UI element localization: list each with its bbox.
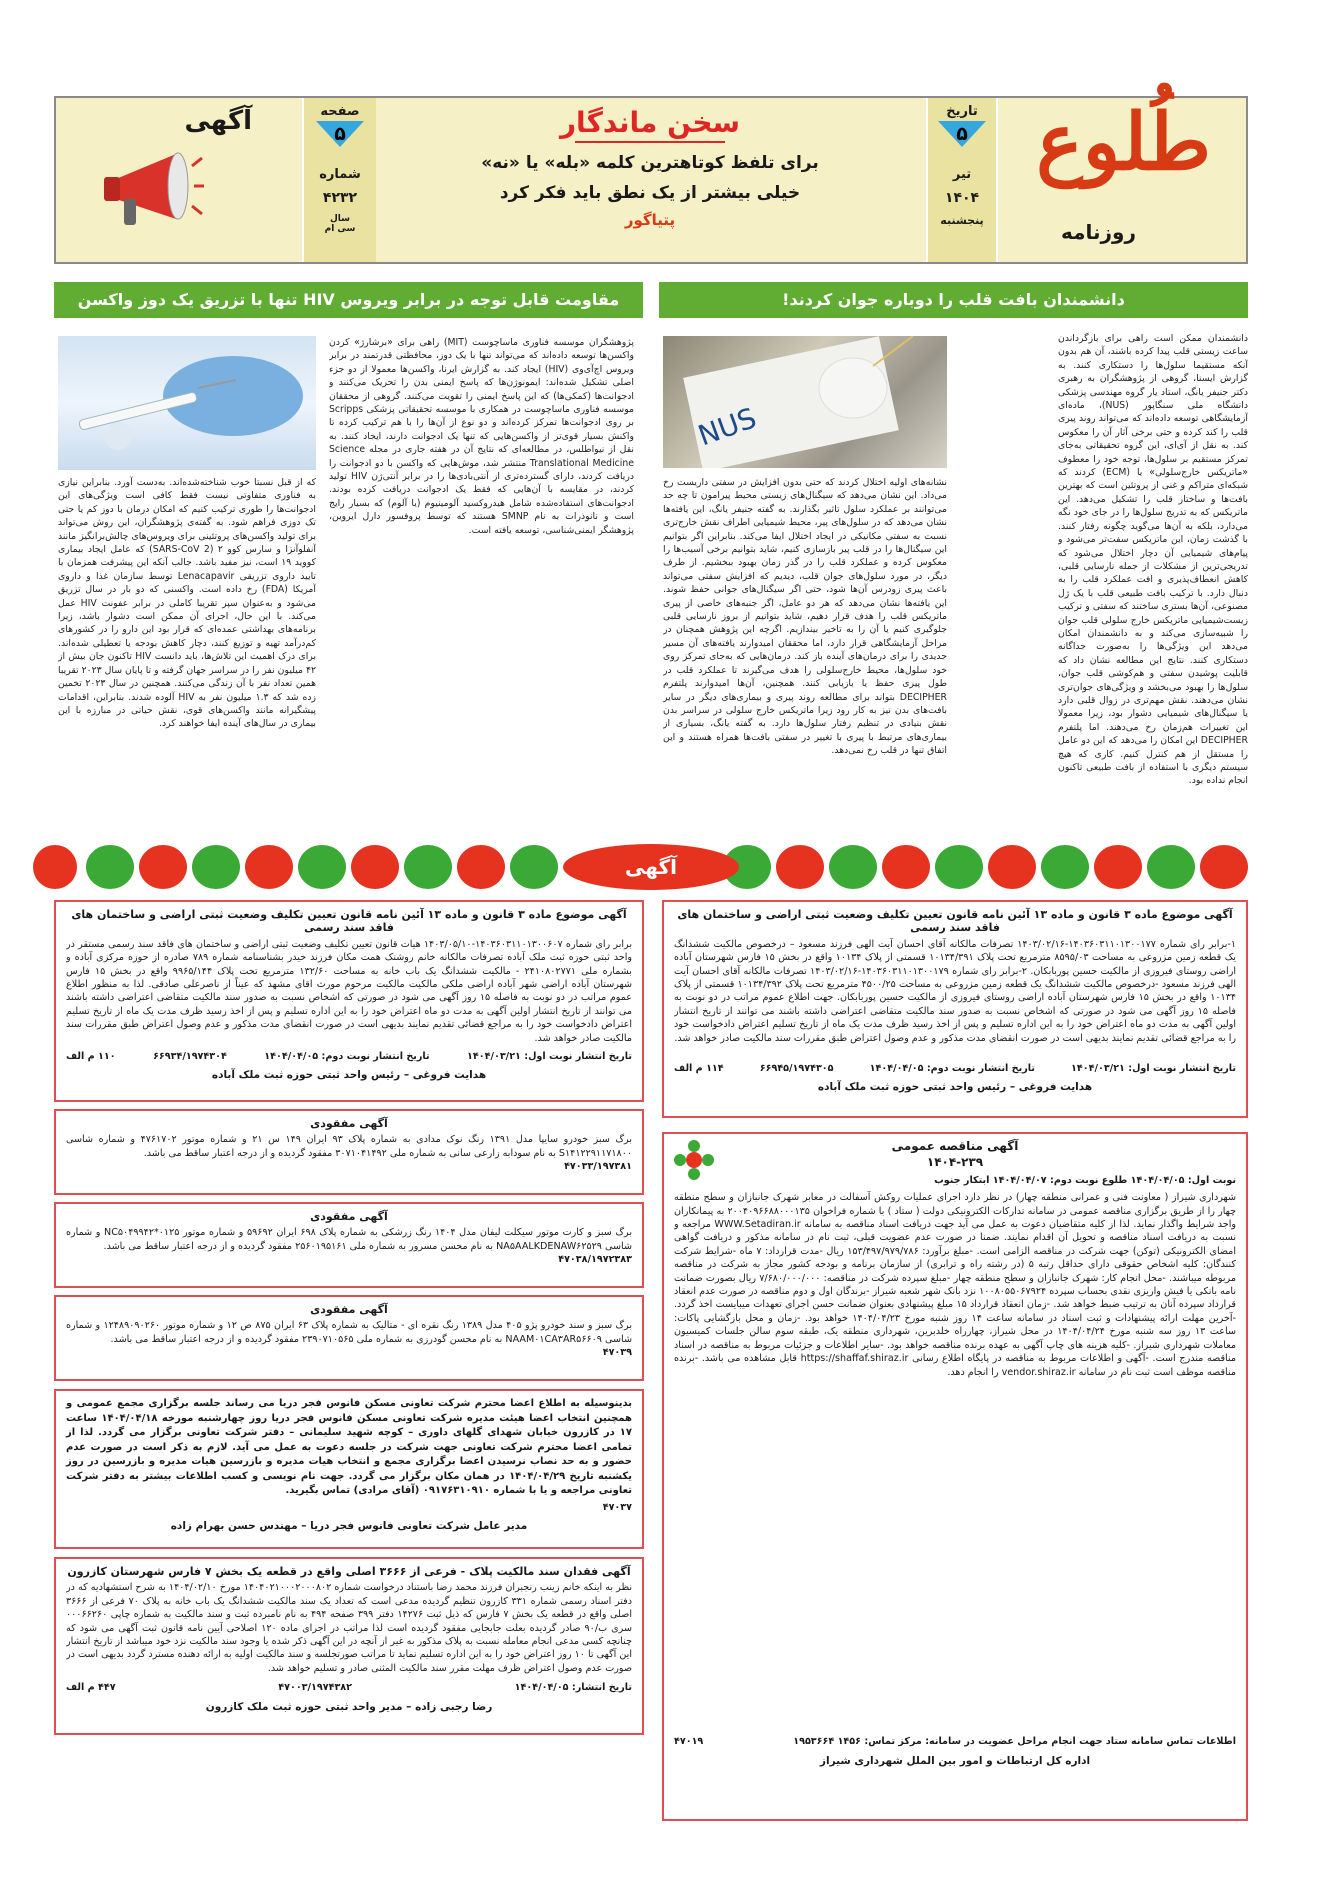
ad-lost-1 bbox=[54, 1109, 644, 1195]
page-column bbox=[304, 98, 376, 262]
ad-signature: هدایت فروغی – رئیس واحد ثبتی حوزه ثبت ملک آباده bbox=[817, 1081, 1093, 1094]
ad-title: آگهی مفقودی bbox=[310, 1210, 388, 1223]
ad-size: ۱۱۰ م الف bbox=[66, 1050, 116, 1062]
ad-body: نظر به اینکه خانم زینب رنجبران فرزند محمد رضا باستناد درخواست شماره ۱۴۰۴۰۲۱۰۰۰۲۰۰۰۸۰۲ مورخ ۱۴۰۴/۰۲/۱۰ به شرح استشهادیه که در دفتر اسناد رسمی شماره ۳۳۱ کازرون تنظیم گردیده مدعی است که تعداد یک سند مالکیت ششدانگ یک باب خانه به پلاک ۷۰ فرعی از ۳۶۶۶ اصلی واقع در قطعه یک بخش ۷ فارس که ذیل ثبت ۱۴۲۷۶ دفتر ۳۹۹ صفحه ۴۹۴ به نام نامبرده ثبت و سند مالکیت به شماره چاپی ۰۰۰۶۶۲۶۰ سری ب/۹۰ صادر گردیده بعلت جابجایی مفقود گردیده است لذا مراتب در اجرای ماده ۱۲۰ اصلاحی آیین نامه قانون ثبت آگهی می شود که چنانچه کسی مدعی انجام معامله نسبت به پلاک مذکور به غیر از آنچه در این آگهی ذکر شده یا وجود سند مالکیت نزد خود میباشد از تاریخ انتشار این آگهی تا ۱۰ روز اعتراض خود را به این اداره تسلیم نماید تا مراتب صورتجلسه و سند مالکیت اولیه به ارائه دهنده مسترد گردد بدیهی است در صورت عدم وصول اعتراض ظرف مهلت مقرر سند مالکیت المثنی صادر و تسلیم خواهد شد. bbox=[66, 1582, 632, 1674]
newspaper-page bbox=[54, 96, 1248, 1821]
svg-text:NUS: NUS bbox=[693, 401, 761, 453]
divider-circle bbox=[1200, 845, 1248, 889]
ad-title: آگهی مفقودی bbox=[310, 1303, 388, 1316]
megaphone-icon bbox=[96, 144, 206, 234]
divider-circle bbox=[457, 845, 505, 889]
ad-date-1: تاریخ انتشار نوبت اول: ۱۴۰۴/۰۳/۲۱ bbox=[1071, 1062, 1236, 1074]
ad-signature: مدیر عامل شرکت تعاونی فانوس فجر دریا – مهندس حسن بهرام زاده bbox=[170, 1519, 528, 1532]
ad-title: آگهی موضوع ماده ۳ قانون و ماده ۱۳ آئین نامه قانون تعیین تکلیف وضعیت ثبتی اراضی و ساختمان های فاقد سند رسمی bbox=[677, 908, 1233, 935]
divider-ad-label: آگهی bbox=[563, 844, 739, 890]
ad-code: ۴۷۰۳۹ bbox=[602, 1347, 632, 1359]
logo-box bbox=[998, 98, 1246, 262]
ad-title: آگهی موضوع ماده ۳ قانون و ماده ۱۳ آئین نامه قانون تعیین تکلیف وضعیت ثبتی اراضی و ساختمان های فاقد سند رسمی bbox=[71, 908, 627, 935]
ad-title: آگهی مفقودی bbox=[310, 1117, 388, 1130]
divider-circle bbox=[298, 845, 346, 889]
tender-footer bbox=[674, 1735, 1236, 1748]
date-year: ۱۴۰۴ bbox=[944, 190, 980, 206]
nus-gel-photo-icon bbox=[663, 336, 947, 468]
divider-circle bbox=[1041, 845, 1089, 889]
vaccine-syringe-photo-icon bbox=[58, 336, 316, 470]
divider-circle bbox=[86, 845, 134, 889]
date-label: تاریخ bbox=[946, 104, 978, 119]
divider-circle bbox=[776, 845, 824, 889]
ad-corner-title: آگهی bbox=[184, 106, 252, 136]
quote-title: سخن ماندگار bbox=[559, 106, 741, 139]
divider-circle bbox=[882, 845, 930, 889]
divider-circle bbox=[139, 845, 187, 889]
tender-signature: اداره کل ارتباطات و امور بین الملل شهرداری شیراز bbox=[819, 1754, 1091, 1767]
ad-size: ۱۱۴ م الف bbox=[674, 1062, 724, 1074]
issue-number: ۴۲۳۲ bbox=[322, 190, 358, 206]
ad-body: برگ سبز و سند خودرو پژو ۴۰۵ مدل ۱۳۸۹ رنگ نقره ای - متالیک به شماره پلاک ۶۳ ایران ۸۷۵ ص ۱۲ و شماره موتور ۱۲۴۸۹۰۹۰۲۶۰ و شماره شاسی NAAM۰۱CA۳AR۵۶۶۰۹ به نام محسن گودرزی به شماره ملی ۲۳۹۰۷۱۰۵۶۵ مفقود گردیده و از درجه اعتبار ساقط می باشد. bbox=[66, 1320, 632, 1345]
divider-circle bbox=[935, 845, 983, 889]
ad-section-divider bbox=[54, 841, 1248, 893]
ad-code: ۶۶۹۳۴/۱۹۷۴۳۰۴ bbox=[153, 1050, 227, 1062]
ad-body: بدینوسیله به اطلاع اعضا محترم شرکت تعاونی مسکن فانوس فجر دریا می رساند جلسه برگزاری مجمع عمومی و همچنین انتخاب اعضا هیئت مدیره شرکت تعاونی مسکن فانوس فجر دریا روز چهارشنبه مورخه ۱۴۰۴/۰۴/۱۸ ساعت ۱۷ در کازرون خیابان شهدای گلهای داوری – کوچه شهید سلیمانی – دفتر شرکت تعاونی برگزار می گردد. لذا از تمامی اعضا محترم شرکت تعاونی جهت شرکت در جلسه دعوت به عمل می آید. لازم به ذکر است در صورت عدم حضور و به حد نصاب نرسیدن اعضا برگزاری مجمع و انتخاب هیات مدیره و بازرسین هیات مدیره و بازرسین در روز یکشنبه تاریخ ۱۴۰۴/۰۴/۲۹ در همان مکان برگزار می گردد. جهت نام نویسی و کسب اطلاعات بیشتر به دفتر شرکت تعاونی مراجعه و یا با شماره ۰۹۱۷۶۳۱۰۹۱۰ (آقای مرادی) تماس بگیرید. bbox=[66, 1398, 632, 1496]
ad-code: ۴۷۰۰۳/۱۹۷۴۳۸۲ bbox=[278, 1682, 353, 1694]
ad-date-1: تاریخ انتشار نوبت اول: ۱۴۰۴/۰۳/۲۱ bbox=[467, 1050, 632, 1062]
newspaper-logo: طُلوع bbox=[1036, 97, 1211, 188]
tender-code: ۴۷۰۱۹ bbox=[674, 1736, 704, 1748]
date-column bbox=[928, 98, 996, 262]
ad-footer bbox=[674, 1062, 1236, 1075]
tender-title: آگهی مناقصه عمومی bbox=[891, 1139, 1019, 1153]
divider-circle bbox=[404, 845, 452, 889]
ad-body: برگ سبز و کارت موتور سیکلت لیفان مدل ۱۴۰۴ رنگ زرشکی به شماره پلاک ۶۹۸ ایران ۵۹۶۹۲ و شماره موتور NC۵۰۴۹۹۴۲*۰۱۲۵ و شماره شاسی NA۵AALKDENAW۶۲۵۲۹ به نام محسن مسرور به شماره ملی ۲۵۶۰۱۹۵۱۶۱ مفقود گردیده و از درجه اعتبار ساقط می باشد. bbox=[66, 1227, 632, 1252]
ad-code: ۴۷۰۳۸/۱۹۷۲۳۸۳ bbox=[558, 1254, 632, 1266]
heart-article-col-1: دانشمندان ممکن است راهی برای بازگرداندن ساعت زیستی قلب پیدا کرده باشند، آن هم بدون آنکه مستقیما سلول‌ها را دستکاری کنند. به گزارش ایسنا، گروهی از پژوهشگران به رهبری دکتر جنیفر یانگ، استاد یار گروه مهندسی پزشکی دانشگاه ملی سنگاپور (NUS)، ماده‌ای آزمایشگاهی توسعه داده‌اند که می‌تواند روند پیری قلب را کند کرده و حتی برخی آثار آن را معکوس کند. به نقل از آی‌ای، این گروه تحقیقاتی به‌جای تمرکز مستقیم بر سلول‌ها، توجه خود را معطوف «ماتریکس خارج‌سلولی» یا (ECM) کردند که شبکه‌ای متراکم و غنی از پروتئین است که بهترین بافت‌ها و ساختار قلب را تشکیل می‌دهد. این ماتریکس که به تدریج سلول‌ها را در جای خود نگه می‌دارد، بلکه به آن‌ها می‌گوید چگونه رفتار کنند. با گذشت زمان، این ماتریکس سفت‌تر می‌شود و پیام‌های شیمیایی آن دچار اختلال می‌شود که تدریجی‌ترین از مشکلات از جمله نارسایی قلبی، کاهش انعطاف‌پذیری و افت عملکرد قلب را به دنبال دارد. با ترکیب بافت طبیعی قلب با یک ژل مصنوعی، آن‌ها بستری ساختند که سفتی و ترکیب زیست‌شیمیایی ماتریکس خارج سلولی قلب جوان را شبیه‌سازی می‌کند و به دانشمندان امکان می‌دهد این ویژگی‌ها را به‌صورت جداگانه دستکاری کنند. نتایج این مطالعه نشان داد که قابلیت پوشیدن سفتی و هم‌کوشی قلب جوان، سلول‌ها را بهبود می‌بخشد و ویژگی‌های جوان‌تری نشان می‌دهند. نقش مهم‌تری در زوال قلبی دارد یا سیگنال‌های شیمیایی دشوار بود، زیرا معمولا این تغییرات هم‌زمان رخ می‌دهند. اما پلتفرم DECIPHER این امکان را می‌دهد که این دو عامل را مستقل از هم کنترل کنیم. کاری که هیچ سیستم دیگری با استفاده از بافت طبیعی تاکنون انجام نداده بود. bbox=[1058, 333, 1248, 787]
divider-circle bbox=[351, 845, 399, 889]
quote-line-1: برای تلفظ کوتاهترین کلمه «بله» یا «نه» bbox=[481, 153, 819, 173]
headline-hiv-article: مقاومت قابل توجه در برابر ویروس HIV تنها با تزریق یک دوز واکسن bbox=[54, 282, 643, 318]
ad-footer bbox=[66, 1681, 632, 1694]
ad-date: تاریخ انتشار: ۱۴۰۴/۰۴/۰۵ bbox=[514, 1682, 632, 1694]
tender-number: ۱۴۰۴-۲۳۹ bbox=[926, 1155, 984, 1170]
hiv-article-col-2: که از قبل نسبتا خوب شناخته‌شده‌اند. به‌دست آورد. بنابراین نیازی به فناوری متفاوتی نیست فقط کافی است ویژگی‌های این ادجوانت‌ها را طوری ترکیب کنیم که امکان درمان با دوز کم یا حتی تک دوزی فراهم شود. به گفته‌ی پژوهشگران، این روش می‌تواند برای تولید واکسن‌های پروتئینی برای ویروس‌های چالش‌برانگیز مانند آنفلوآنزا و سارس کوو ۲ (SARS-CoV 2) که عامل ایجاد بیماری کووید ۱۹ است، نیز مفید باشد. جالب آنکه این پیشرفت همزمان با تایید داروی تزریقی Lenacapavir توسط سازمان غذا و داروی آمریکا (FDA) رخ داده است. واکسنی که دو بار در سال تزریق می‌شود و به‌عنوان سپر تقریبا کاملی در برابر عفونت HIV عمل می‌کند. با این حال، اجرای آن ممکن است دشوار باشد، زیرا برنامه‌های بهداشتی عمده‌ای که قرار بود این دارو را در کشورهای کم‌درآمد تهیه و توزیع کنند، دچار کاهش بودجه یا تعطیلی شده‌اند. برای درک اهمیت این تلاش‌ها، باید دانست HIV تاکنون جان بیش از ۴۲ میلیون نفر را در سراسر جهان گرفته و تا پایان سال ۲۰۲۳ تقریبا همین تعداد نفر با آن زندگی می‌کنند. همچنین در سال ۲۰۲۳ تخمین زده شد که ۱.۳ میلیون نفر به HIV آلوده شدند. بنابراین، اقدامات پیشگیرانه مانند واکسن‌های قوی، نقش حیاتی در مبارزه با این بیماری در سال‌های آینده ایفا خواهند کرد. bbox=[58, 477, 316, 730]
divider-circle bbox=[510, 845, 558, 889]
heart-article-col-2: نشانه‌های اولیه اختلال کردند که حتی بدون افزایش در سفتی داریست رخ می‌داد. این نشان می‌دهد که سیگنال‌های زیستی محیط پیرامون تا چه حد می‌توانند بر عملکرد سلول تاثیر بگذارند. به گفته جنیفر یانگ، این یافته‌ها نشان می‌دهد که در سلول‌های پیر، محیط شیمیایی اطراف نقش خارج‌تری نسبت به سفتی مکانیکی در ایجاد اختلال ایفا می‌کند. بنابراین اگر بتوانیم این سیگنال‌ها را در قلب پیر بازسازی کنیم، شاید بتوانیم برخی آسیب‌ها را معکوس کرده و عملکرد قلب را در گذر زمان بهبود ببخشیم. از طرف دیگر، در مورد سلول‌های جوان قلب، دیدیم که افزایش سفتی می‌تواند باعث پیری زودرس آن‌ها شود، حتی اگر سیگنال‌های جوانی حفظ شوند. این یافته‌ها نشان می‌دهد که هر دو عامل، اگر جنبه‌های خاصی از پیری ماتریکس قلب را هدف قرار دهیم، شاید بتوانیم از بروز نارسایی قلبی جلوگیری کنیم یا آن را به تاخیر بیندازیم. اگرچه این پژوهش همچنان در مراحل آزمایشگاهی قرار دارد، اما محققان امیدوارند یافته‌های آن مسیر جدیدی را برای درمان‌های آینده باز کند. درمان‌هایی که به‌جای تمرکز روی خود سلول‌ها، محیط خارج‌سلولی را هدف می‌گیرند تا عملکرد قلب در طول پیری حفظ یا بازیابی کنند. همچنین، آن‌ها امیدوارند پلتفرم DECIPHER بتواند برای مطالعه روند پیری و بیماری‌های دیگر در سایر بافت‌های بدن نیز به کار رود زیرا ماتریکس خارج سلولی در سراسر بدن نقش بنیادی در تنظیم رفتار سلول‌ها دارد. به گفته یانگ، بسیاری از بیماری‌های مرتبط با پیری با تغییر در سفتی بافت‌ها همراه هستند و این اتفاق تنها در قلب رخ نمی‌دهد. bbox=[663, 477, 947, 757]
ad-corner bbox=[56, 98, 302, 262]
ad-size: ۴۴۷ م الف bbox=[66, 1682, 116, 1694]
hiv-article-col-1: پژوهشگران موسسه فناوری ماساچوست (MIT) راهی برای «برشارژ» کردن واکسن‌ها توسعه داده‌اند که می‌تواند تنها با یک دوز، محافظتی قدرتمند در برابر ویروس اچ‌آی‌وی (HIV) ایجاد کند. به گزارش ایرنا، واکسن‌ها معمولا از دو جزء اصلی تشکیل شده‌اند: ایمونوژن‌ها که پاسخ ایمنی بدن را تحریک می‌کنند و ادجوانت‌ها (کمکی‌ها) که این پاسخ ایمنی را تقویت می‌کنند. گروهی از محققان موسسه فناوری ماساچوست در همکاری با موسسه تحقیقاتی پزشکی Scripps بر روی ادجوانت‌ها تمرکز کرده‌اند و دو نوع از آن‌ها را با هم ترکیب کرده تا واکنش بسیار قوی‌تر از واکسن‌هایی که تنها یک ادجوانت دارند، ایجاد کنند. به نقل از نیواطلس، در مطالعه‌ای که نتایج آن در هفته جاری در مجله Science Translational Medicine منتشر شد، موش‌هایی که واکسن با دو ادجوانت را دریافت کردند، دارای گسترده‌تری از آنتی‌بادی‌ها را در برابر آنتی‌ژن HIV تولید کردند، در مقایسه با آن‌هایی که فقط یک ادجوانت دریافت کرده بودند. ادجوانت‌های استفاده‌شده شامل هیدروکسید آلومینیوم (یا آلوم) که بسیار رایج است و نانوذرات به نام SMNP هستند که توسط پروفسور دارل ایروین، پژوهشگر ایمنی‌شناسی، توسعه یافته است. bbox=[329, 337, 634, 536]
ad-signature: رضا رجبی زاده – مدیر واحد ثبتی حوزه ثبت ملک کازرون bbox=[205, 1700, 493, 1713]
quote-author: پتیاگور bbox=[624, 211, 676, 229]
date-month: تیر bbox=[952, 167, 972, 182]
masthead bbox=[54, 96, 1248, 264]
ad-body: برابر رای شماره ۱۴۰۳۶۰۳۱۱۰۱۳۰۰۶۰۷-۱۴۰۳/۰۵/۱۰ هیات قانون تعیین تکلیف وضعیت ثبتی اراضی و ساختمان های فاقد سند رسمی مستقر در واحد ثبتی حوزه ثبت ملک آباده تصرفات مالکانه خانم روشنک همت مکان فرزند حیدر بشناسنامه شماره ۷۸۹ صادره از حوزه مرکزی آباده و بشماره ملی ۲۴۱۰۸۰۲۷۷۱ - مالکیت ششدانگ یک باب خانه به مساحت ۱۳۲/۶۰ مترمربع تحت پلاک ۹۹۶۵/۱۴۴ واقع در بخش ۱۵ فارس شهرستان آباده اراضی شهر آباده اراضی ملکی مالکیت مالکیت مرحوم مورث اقای مشهد که عیناً از ناصرعلی صادقی. لذا به منظور اطلاع عموم مراتب در دو نوبت به فاصله ۱۵ روز آگهی می شود در صورتی که اشخاص نسبت به صدور سند مالکیت متقاضی اعتراضی داشته باشند می توانند از تاریخ انتشار اولین آگهی به مدت دو ماه اعتراض خود را به این اداره تسلیم و پس از اخذ رسید ظرف مدت یک ماه از تاریخ تسلیم اعتراض دادخواست خود را به مراجع قضائی تقدیم نمایند بدیهی است در صورت انقضای مدت مذکور و عدم وصول اعتراض طبق مقررات سند مالکیت صادر خواهد شد. bbox=[66, 938, 632, 1044]
page-number: ۵ bbox=[334, 123, 346, 145]
ad-lost-3 bbox=[54, 1295, 644, 1381]
ad-date-2: تاریخ انتشار نوبت دوم: ۱۴۰۴/۰۴/۰۵ bbox=[264, 1050, 430, 1062]
divider-circle bbox=[245, 845, 293, 889]
ad-lost-deed-kazerun bbox=[54, 1557, 644, 1735]
ad-code: ۶۶۹۴۵/۱۹۷۴۳۰۵ bbox=[759, 1062, 834, 1074]
date-day: ۵ bbox=[956, 123, 968, 145]
divider-circle bbox=[988, 845, 1036, 889]
ad-cooperative-meeting bbox=[54, 1389, 644, 1549]
tender-body: شهرداری شیراز ( معاونت فنی و عمرانی منطقه چهار) در نظر دارد اجرای عملیات روکش آسفالت در معابر شهرک جانبازان و سطح منطقه چهار را از طریق برگزاری مناقصه عمومی در سامانه تدارکات الکترونیکی دولت ( ستاد ) با شماره فراخوان ۲۰۰۴۰۹۶۶۸۸۰۰۰۱۳۵ به پیمانکاران واجد شرایط واگذار نماید. لذا از کلیه متقاضیان دعوت به عمل می آید جهت دریافت اسناد مناقصه به سامانه WWW.Setadiran.ir مراجعه و نسبت به دریافت اسناد مناقصه و تحویل آن اقدام نمایند. ضمنا در صورت عدم عضویت قبلی، ثبت نام در سامانه مذکور و دریافت گواهی امضای الکترونیکی (توکن) جهت شرکت در مناقصه الزامی است. -مبلغ برآورد: ۱۵۳/۴۹۷/۹۷۹/۷۸۶ ریال -مدت قرارداد: ۷ ماه -شرایط شرکت کنندگان: کلیه اشخاص حقوقی دارای حداقل رتبه ۵ (در رشته راه و ترابری) از سازمان برنامه و بودجه کشور مجاز به شرکت در مناقصه مربوطه میباشند. -محل انجام کار: شهرک جانبازان و سطح منطقه چهار -مبلغ سپرده شرکت در مناقصه: ۷/۶۸۰/۰۰۰/۰۰۰ ریال بصورت ضمانت نامه بانکی یا فیش واریزی نقدی بحساب سپرده ۱۰۰۸۰۵۵۰۶۷۹۲۴ نزد بانک شهر شعبه شیراز -برندگان اول و دوم مناقصه در صورت عدم انعقاد قرارداد سپرده آنان به ترتیب ضبط خواهد شد. -زمان انعقاد قرارداد ۱۵ مبلغ پیشنهادی بعنوان ضمانت حسن اجرای تعهدات میبایست اخذ گردد. -آخرین مهلت ارائه پیشنهادات و ثبت اسناد در سامانه ساعت ۱۴ روز شنبه مورخ ۱۴۰۴/۰۴/۲۳ خواهد بود. -زمان و محل بازگشایی پاکات: ساعت ۱۳ روز سه شنبه مورخ ۱۴۰۴/۰۴/۲۴ در محل شیراز، چهارراه خلدبرین، شهرداری منطقه یک، طبقه سوم سالن جلسات کمیسیون معاملات شهرداری شیراز. -کلیه هزینه های چاپ آگهی به عهده برنده مناقصه خواهد بود. -سایر اطلاعات و جزئیات مربوط به مناقصه در اسناد مناقصه مندرج است. -آگهی و اطلاعات مربوط به مناقصه در پایگاه اطلاع رسانی https://shaffaf.shiraz.ir قابل مشاهده می باشد. -برنده مناقصه موظف است ثبت نام در سامانه vendor.shiraz.ir را انجام دهد. bbox=[674, 1192, 1236, 1378]
divider-circle bbox=[1094, 845, 1142, 889]
ad-code: ۴۷۰۳۳/۱۹۷۳۸۱ bbox=[564, 1161, 632, 1173]
quote-underline bbox=[575, 141, 725, 143]
divider-circle bbox=[33, 845, 77, 889]
ad-lost-2 bbox=[54, 1202, 644, 1288]
ad-code: ۴۷۰۳۷ bbox=[602, 1501, 632, 1513]
ad-body: ۱-برابر رای شماره ۱۴۰۳۶۰۳۱۱۰۱۳۰۰۱۷۷-۱۴۰۳/۰۲/۱۶ تصرفات مالکانه آقای احسان آیت الهی فرزند مسعود – درخصوص مالکیت ششدانگ یک قطعه زمین مزروعی به مساحت ۸۵۹۵/۰۳ مترمربع تحت پلاک ۱۰۱۳۴/۳۹۱ قسمتی از پلاک ۱۰۱۳۴ واقع در بخش ۱۵ فارس شهرستان آباده اراضی روستای فیروزی از مالکیت حسین پوربابکان. ۲-برابر رای شماره ۱۴۰۳۶۰۳۱۱۰۱۳۰۰۱۷۹-۱۴۰۳/۰۲/۱۶ تصرفات مالکانه آقای احسان آیت الهی فرزند مسعود -درخصوص مالکیت ششدانگ یک قطعه زمین مزروعی به مساحت ۴۵۰۰/۲۵ مترمربع تحت پلاک ۱۰۱۳۴/۳۹۲ قسمتی از پلاک ۱۰۱۳۴ واقع در بخش ۱۵ فارس شهرستان آباده اراضی روستای فیروزی از مالکیت حسین پوربابکان. جهت اطلاع عموم مراتب در دو نوبت به فاصله ۱۵ روز آگهی می شود در صورتی که اشخاص نسبت به صدور سند مالکیت متقاضی اعتراضی داشته باشند می توانند از تاریخ انتشار اولین آگهی به مدت دو ماه اعتراض خود را به این اداره تسلیم و پس از اخذ رسید ظرف مدت یک ماه از تاریخ تسلیم اعتراض دادخواست خود را به مراجع قضائی تقدیم نمایند بدیهی است در صورت انقضای مدت مذکور و عدم وصول اعتراض طبق مقررات سند مالکیت صادر خواهد شد. bbox=[674, 938, 1236, 1044]
page-label: صفحه bbox=[320, 104, 360, 119]
ad-date-2: تاریخ انتشار نوبت دوم: ۱۴۰۴/۰۴/۰۵ bbox=[869, 1062, 1035, 1074]
tender-contact: اطلاعات تماس سامانه ستاد جهت انجام مراحل عضویت در سامانه: مرکز تماس: ۱۴۵۶ ۱۹۵۳۶۶۴ bbox=[793, 1736, 1236, 1748]
ad-title: آگهی فقدان سند مالکیت پلاک - فرعی از ۳۶۶۶ اصلی واقع در قطعه یک بخش ۷ فارس شهرستان کازرون bbox=[67, 1565, 631, 1578]
ad-registry-abadeh-2 bbox=[54, 900, 644, 1102]
heart-article-photo bbox=[663, 336, 947, 468]
divider-circle bbox=[192, 845, 240, 889]
ad-body: برگ سبز خودرو سایپا مدل ۱۳۹۱ رنگ نوک مدادی به شماره پلاک ۹۳ ایران ۱۴۹ س ۲۱ و شماره موتور ۴۷۶۱۷۰۲ و شماره شاسی S۱۴۱۲۲۹۱۱۷۱۸۰۰ به نام سودابه زارعی سانی به شماره ملی ۳۰۷۱۰۴۱۴۹۲ مفقود گردیده و از درجه اعتبار ساقط می باشد. bbox=[66, 1134, 633, 1159]
divider-circle bbox=[829, 845, 877, 889]
ad-footer bbox=[66, 1050, 632, 1063]
newspaper-logo-sub: روزنامه bbox=[1061, 220, 1136, 244]
tender-publish-dates: نوبت اول: ۱۴۰۴/۰۴/۰۵ طلوع نوبت دوم: ۱۴۰۴/۰۴/۰۷ ابتکار جنوب bbox=[934, 1174, 1236, 1186]
ad-signature: هدایت فروغی – رئیس واحد ثبتی حوزه ثبت ملک آباده bbox=[211, 1069, 487, 1082]
headline-heart-article: دانشمندان بافت قلب را دوباره جوان کردند! bbox=[659, 282, 1248, 318]
ad-tender-shiraz bbox=[662, 1132, 1248, 1821]
date-weekday: پنجشنبه bbox=[940, 214, 984, 227]
shiraz-municipality-logo-icon bbox=[674, 1140, 714, 1180]
quote-line-2: خیلی بیشتر از یک نطق باید فکر کرد bbox=[499, 183, 801, 203]
issue-label: شماره bbox=[319, 167, 361, 182]
ad-registry-abadeh-1 bbox=[662, 900, 1248, 1118]
divider-circle bbox=[1147, 845, 1195, 889]
volume-number: سی ام bbox=[324, 224, 356, 234]
quote-box bbox=[374, 98, 926, 262]
hiv-article-photo bbox=[58, 336, 316, 470]
volume-label: سال bbox=[329, 214, 351, 224]
